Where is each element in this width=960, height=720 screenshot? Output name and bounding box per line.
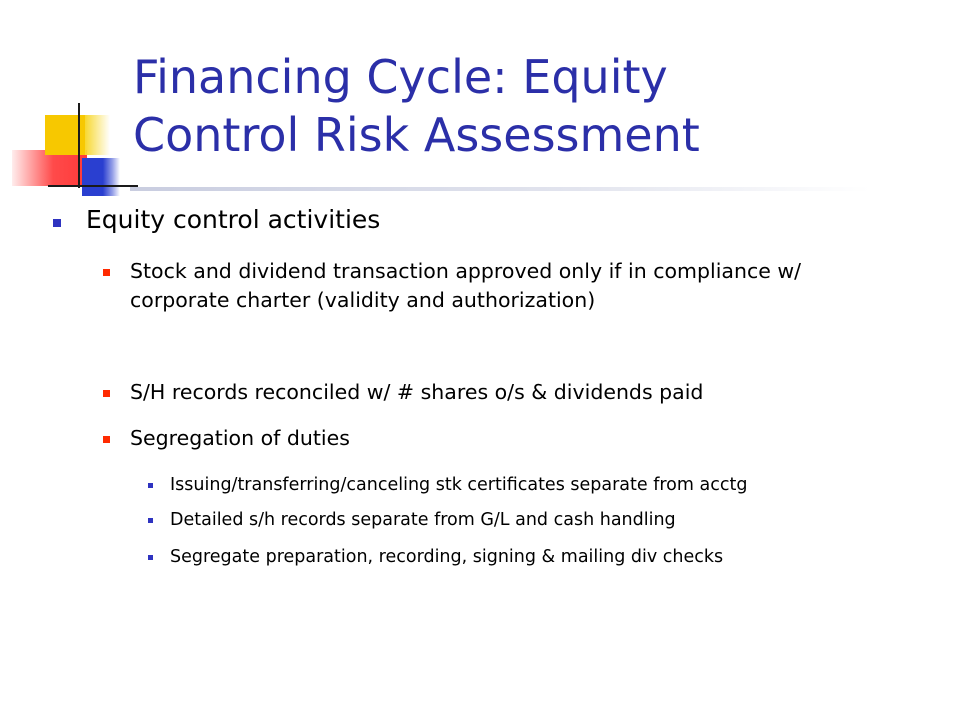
bullet-level2-stock-dividend: Stock and dividend transaction approved only if in compliance w/ corporate charter (validity and authorization)	[130, 257, 850, 315]
slide-title-line1: Financing Cycle: Equity	[133, 50, 668, 104]
bullet-level1-equity-control: Equity control activities	[86, 205, 381, 234]
slide-title-line2: Control Risk Assessment	[133, 108, 700, 162]
bullet-level2-segregation: Segregation of duties	[130, 424, 850, 453]
bullet-level3-issuing: Issuing/transferring/canceling stk certificates separate from acctg	[170, 473, 960, 497]
bullet-level3-segregate-prep: Segregate preparation, recording, signing & mailing div checks	[170, 545, 960, 569]
bullet-level2-sh-records: S/H records reconciled w/ # shares o/s & dividends paid	[130, 378, 850, 407]
bullet-level3-detailed-records: Detailed s/h records separate from G/L and cash handling	[170, 508, 960, 532]
